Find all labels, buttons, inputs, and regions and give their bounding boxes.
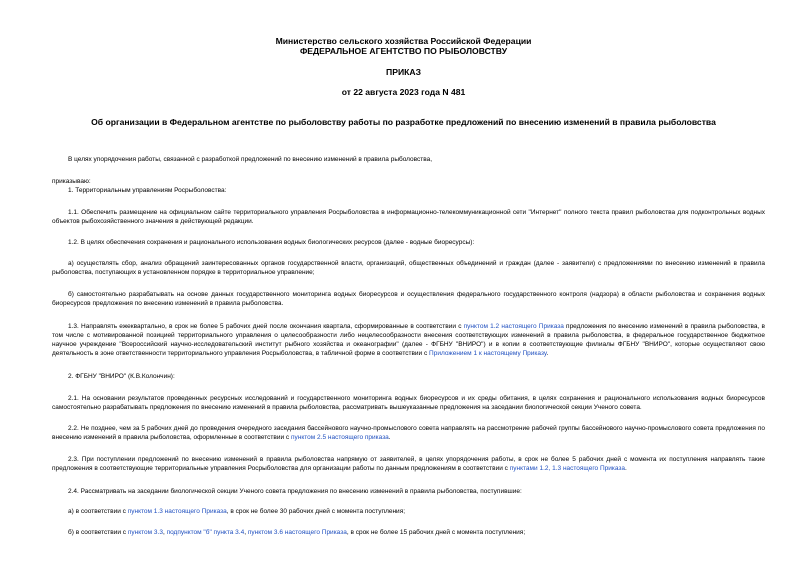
clause-text: . xyxy=(388,434,391,441)
clause-2-2 xyxy=(52,424,765,442)
clause-1-1: 1.1. Обеспечить размещение на официальном сайте территориального управления Росрыболовства в информационно-телекоммуникационной сети "Интернет" полного текста правил рыболовства для подконтрольных водных объектов рыбохозяйственного значения в действующей редакции. xyxy=(52,209,765,225)
clause-text: 1.3. Направлять ежеквартально, в срок не более 5 рабочих дней после окончания квартала, сформированные в соответствии с xyxy=(68,323,464,330)
clause-1-2: 1.2. В целях обеспечения сохранения и рационального использования водных биологических ресурсов (далее - водные биоресурсы): xyxy=(68,239,475,246)
clause-2: 2. ФГБНУ "ВНИРО" (К.В.Колончин): xyxy=(68,373,175,380)
clause-2-1: 2.1. На основании результатов проведенных ресурсных исследований и государственного мониторинга водных биоресурсов и их среды обитания, в целях сохранения и рационального использования водных биоресурсов самостоятельно разрабатывать предложения по внесению изменений в правила рыболовства, рассматривать вышеуказанные предложения на заседании биологической секции Ученого совета. xyxy=(52,395,765,411)
clause-text: 2.2. Не позднее, чем за 5 рабочих дней до проведения очередного заседания бассейнового научно-промыслового совета направлять на рассмотрение рабочей группы бассейнового научно-промыслового совета предложения по внесению изменений в правила рыболовства, оформленные в соответствии с xyxy=(52,425,765,441)
document-type: ПРИКАЗ xyxy=(386,67,421,77)
link-clause-3-6[interactable]: пунктом 3.6 настоящего Приказа xyxy=(247,529,347,536)
order-word: приказываю: xyxy=(52,178,91,185)
link-appendix-1[interactable]: Приложением 1 к настоящему Приказу xyxy=(429,350,547,357)
clause-text: 2.3. При поступлении предложений по внесению изменений в правила рыболовства напрямую от заявителей, в целях упорядочения работы, в срок не более 5 рабочих дней с момента их поступления направлять такие предложения в соответствующие территориальные управления Росрыболовства для организации работы по данным предложениям в соответствии с xyxy=(52,456,765,472)
document-title: Об организации в Федеральном агентстве по рыболовству работы по разработке предложений по внесению изменений в правила рыболовства xyxy=(91,117,716,127)
clause-2-3 xyxy=(52,455,765,473)
clause-1: 1. Территориальным управлениям Росрыболовства: xyxy=(68,187,227,194)
link-clause-1-3[interactable]: пунктом 1.3 настоящего Приказа xyxy=(127,508,227,515)
clause-text: б) в соответствии с xyxy=(68,529,128,536)
document-date: от 22 августа 2023 года N 481 xyxy=(341,87,466,97)
clause-text: , в срок не более 15 рабочих дней с момента поступления; xyxy=(346,529,526,536)
link-clause-2-5[interactable]: пунктом 2.5 настоящего приказа xyxy=(290,434,389,441)
clause-text: , в срок не более 30 рабочих дней с момента поступления; xyxy=(226,508,406,515)
intro-paragraph: В целях упорядочения работы, связанной с разработкой предложений по внесению изменений в правила рыболовства, xyxy=(68,156,433,163)
clause-1-2-a: а) осуществлять сбор, анализ обращений заинтересованных органов государственной власти, организаций, общественных объединений и граждан (далее - заявители) с предложениями по внесению изменений в правила рыболовства, поступающих в установленном порядке в территориальное управление; xyxy=(52,260,765,276)
clause-2-4-a xyxy=(52,507,765,516)
link-clause-3-4-b[interactable]: подпунктом "б" пункта 3.4 xyxy=(166,529,245,536)
link-clauses-1-2-1-3[interactable]: пунктами 1.2, 1.3 настоящего Приказа xyxy=(509,465,626,472)
clause-text: предложения по внесению изменений в правила рыболовства, в том числе с мотивированной позицией территориального управления о целесообразности либо нецелесообразности внесения соответствующих изменений в правила рыболовства, в федеральное государственное бюджетное научное учреждение "Всероссийский научно-исследовательский институт рыбного хозяйства и океанографии" (далее - ФГБНУ "ВНИРО") и в копии в соответствующие филиалы ФГБНУ "ВНИРО", которые осуществляют свою деятельность в зоне ответственности территориального управления Росрыболовства, в табличной форме в соответствии с xyxy=(52,323,766,357)
clause-1-2-b: б) самостоятельно разрабатывать на основе данных государственного мониторинга водных биоресурсов и осуществления федерального государственного контроля (надзора) в области рыболовства и сохранения водных биоресурсов предложения по внесению изменений в правила рыболовства. xyxy=(52,291,765,307)
agency-name: ФЕДЕРАЛЬНОЕ АГЕНТСТВО ПО РЫБОЛОВСТВУ xyxy=(299,46,508,56)
clause-text: . xyxy=(546,350,549,357)
link-clause-3-3[interactable]: пунктом 3.3 xyxy=(127,529,163,536)
clause-text: , xyxy=(162,529,167,536)
clause-text: . xyxy=(625,465,627,472)
link-clause-1-2[interactable]: пунктом 1.2 настоящего Приказа xyxy=(463,323,564,330)
clause-2-4-b xyxy=(52,528,765,537)
clause-2-4: 2.4. Рассматривать на заседании биологической секции Ученого совета предложения по внесению изменений в правила рыболовства, поступившие: xyxy=(68,488,522,495)
clause-text: , xyxy=(244,529,248,536)
clause-1-3 xyxy=(52,322,765,358)
ministry-name: Министерство сельского хозяйства Российской Федерации xyxy=(275,36,532,46)
clause-text: а) в соответствии с xyxy=(68,508,128,515)
